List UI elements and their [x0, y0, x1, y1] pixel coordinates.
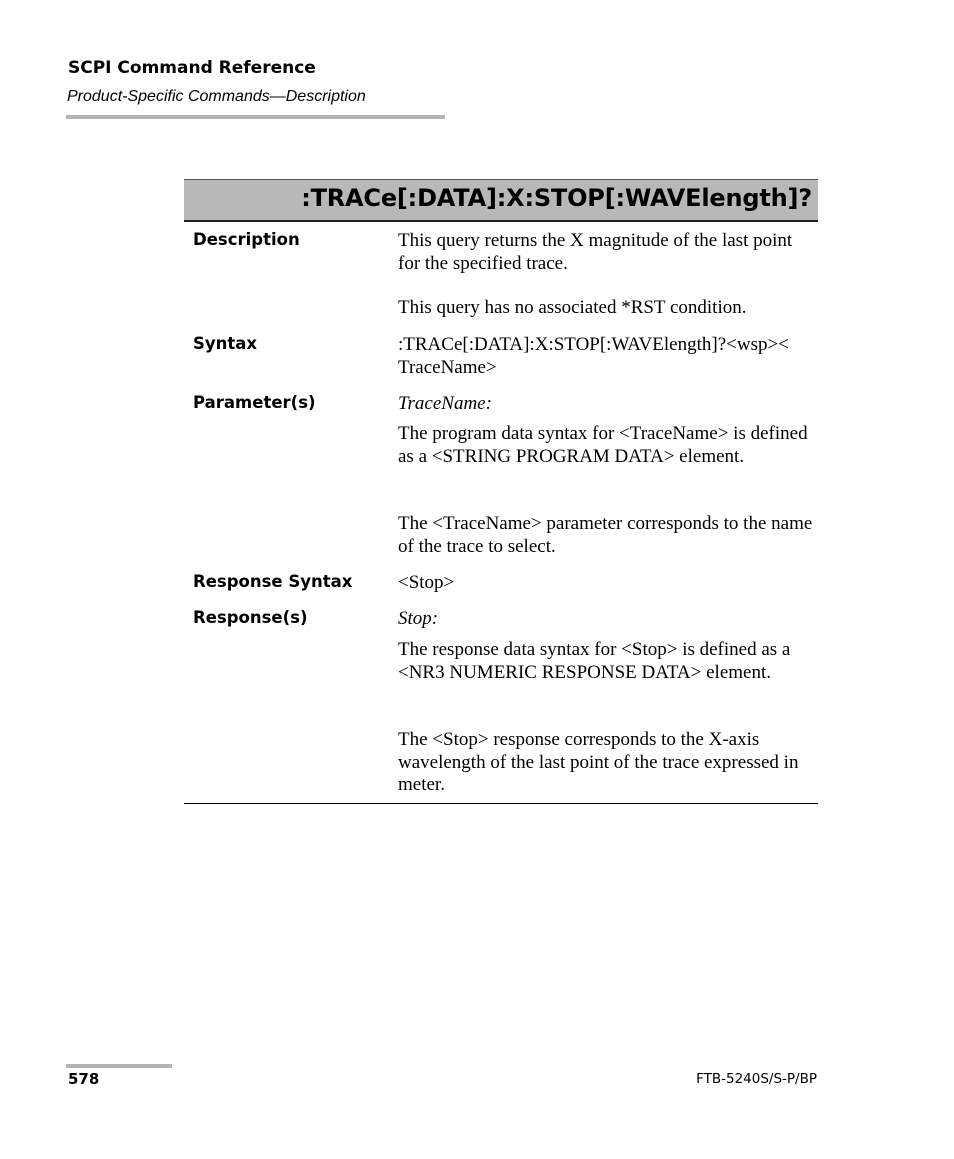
command-title-bar: [184, 179, 818, 222]
page-number: 578: [68, 1070, 100, 1088]
description-text-1: This query returns the X magnitude of the last point for the specified trace.: [398, 230, 793, 274]
parameters-text-2: The <TraceName> parameter corresponds to the name of the trace to select.: [398, 513, 813, 557]
running-header-title: SCPI Command Reference: [68, 58, 316, 78]
footer-rule: [66, 1064, 172, 1068]
syntax-text: [398, 334, 814, 379]
parameter-name: TraceName:: [398, 393, 492, 414]
response-syntax-value: <Stop>: [398, 572, 455, 593]
response-syntax-label: Response Syntax: [193, 572, 353, 591]
description-text-2: This query has no associated *RST condition.: [398, 297, 747, 318]
responses-text-2: The <Stop> response corresponds to the X-axis wavelength of the last point of the trace expressed in meter.: [398, 729, 799, 795]
table-bottom-rule: [184, 803, 818, 804]
parameters-text-1: The program data syntax for <TraceName> is defined as a <STRING PROGRAM DATA> element.: [398, 423, 808, 467]
response-name: Stop:: [398, 608, 439, 629]
description-label: Description: [193, 230, 300, 249]
header-rule: [66, 115, 445, 119]
syntax-line-1: :TRACe[:DATA]:X:STOP[:WAVElength]?<wsp><: [398, 334, 789, 355]
running-header-subtitle: Product-Specific Commands—Description: [67, 88, 366, 105]
responses-text-1: The response data syntax for <Stop> is defined as a <NR3 NUMERIC RESPONSE DATA> element.: [398, 639, 791, 683]
responses-label: Response(s): [193, 608, 308, 627]
parameters-label: Parameter(s): [193, 393, 316, 412]
command-title: :TRACe[:DATA]:X:STOP[:WAVElength]?: [301, 184, 812, 212]
syntax-line-2: TraceName>: [398, 356, 497, 378]
syntax-label: Syntax: [193, 334, 258, 353]
product-model: FTB-5240S/S-P/BP: [696, 1071, 817, 1087]
